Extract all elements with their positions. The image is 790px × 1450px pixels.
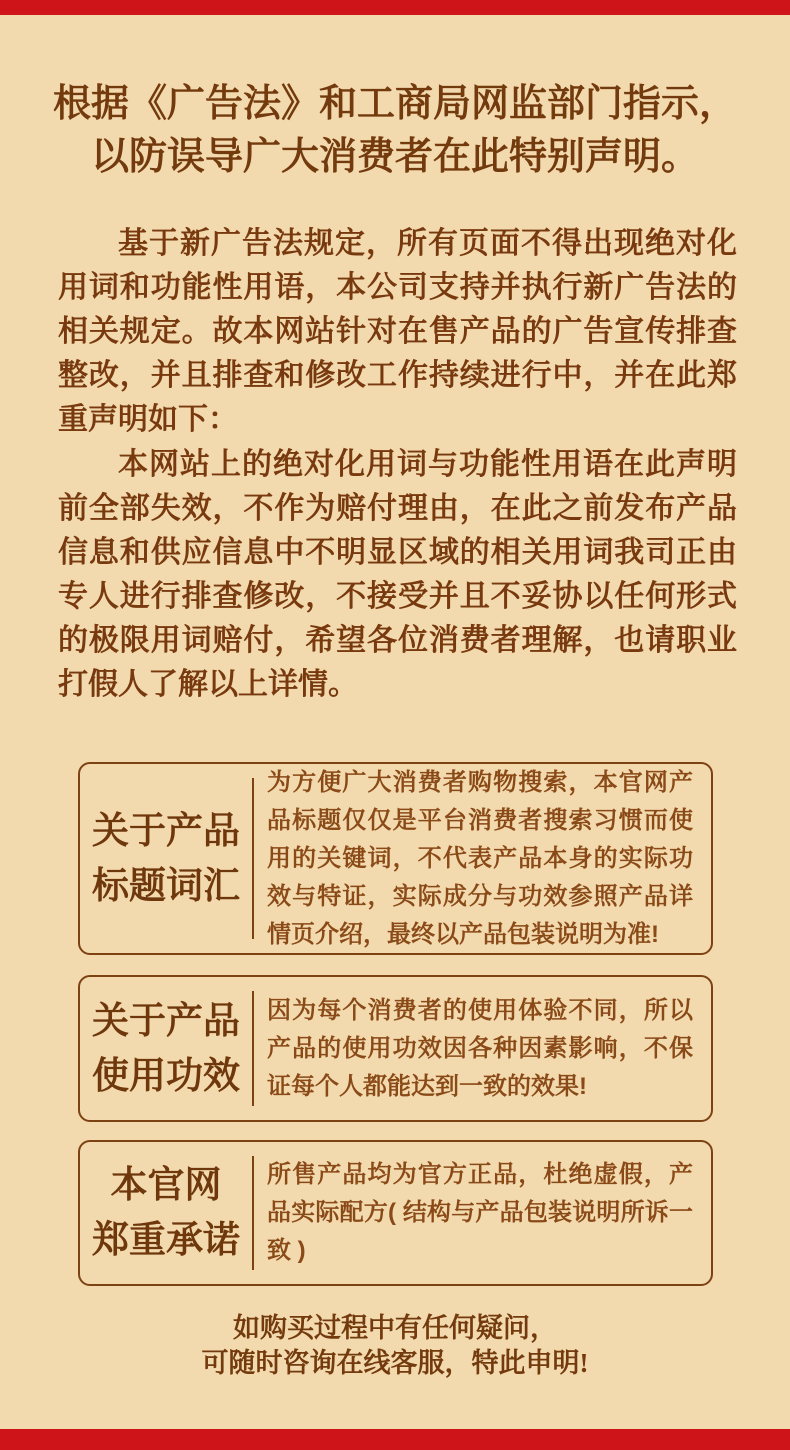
notice-box-body-text: 为方便广大消费者购物搜索，本官网产品标题仅仅是平台消费者搜索习惯而使用的关键词，不代表产品本身的实际功效与特证，实际成分与功效参照产品详情页介绍，最终以产品包装说明为准! (267, 768, 693, 948)
statement-paragraph: 本网站上的绝对化用词与功能性用语在此声明前全部失效，不作为赔付理由，在此之前发布产品信息和供应信息中不明显区域的相关用词我司正由专人进行排查修改，不接受并且不妥协以任何形式的极限用词赔付，希望各位消费者理解，也请职业打假人了解以上详情。 (58, 448, 737, 701)
footer-note (0, 1311, 790, 1381)
footer-line-2: 可随时咨询在线客服，特此申明! (201, 1348, 589, 1378)
notice-box-body-text: 因为每个消费者的使用体验不同，所以产品的使用功效因各种因素影响，不保证每个人都能达到一致的效果! (267, 996, 693, 1100)
title-line-1: 根据《广告法》和工商局网监部门指示， (52, 83, 737, 125)
notice-box-label-line-1: 本官网 (110, 1165, 222, 1206)
bottom-red-band (0, 1429, 790, 1450)
intro-paragraph: 基于新广告法规定，所有页面不得出现绝对化用词和功能性用语，本公司支持并执行新广告法的相关规定。故本网站针对在售产品的广告宣传排查整改，并且排查和修改工作持续进行中，并在此郑重声明如下： (58, 227, 737, 436)
notice-box-label-line-2: 标题词汇 (92, 865, 240, 907)
notice-box-body-text: 所售产品均为官方正品，杜绝虚假，产品实际配方( 结构与产品包装说明所诉一致 ) (267, 1161, 693, 1264)
title-line-2: 以防误导广大消费者在此特别声明。 (90, 136, 699, 178)
notice-box-body (254, 1142, 711, 1284)
notice-box-label-line-1: 关于产品 (92, 1000, 240, 1042)
notice-box-label (80, 1142, 252, 1284)
notice-box-label-line-2: 郑重承诺 (92, 1220, 240, 1261)
footer-line-1: 如购买过程中有任何疑问， (233, 1313, 557, 1343)
notice-box-label (80, 764, 252, 953)
page-title (0, 78, 790, 184)
notice-box-label-line-2: 使用功效 (92, 1055, 240, 1097)
notice-box-label-line-1: 关于产品 (92, 810, 240, 852)
top-red-band (0, 0, 790, 15)
notice-box-product-effect (78, 975, 713, 1122)
notice-box-body (254, 764, 711, 953)
notice-box-product-title (78, 762, 713, 955)
notice-box-body (254, 977, 711, 1120)
notice-box-official-promise (78, 1140, 713, 1286)
notice-box-label (80, 977, 252, 1120)
